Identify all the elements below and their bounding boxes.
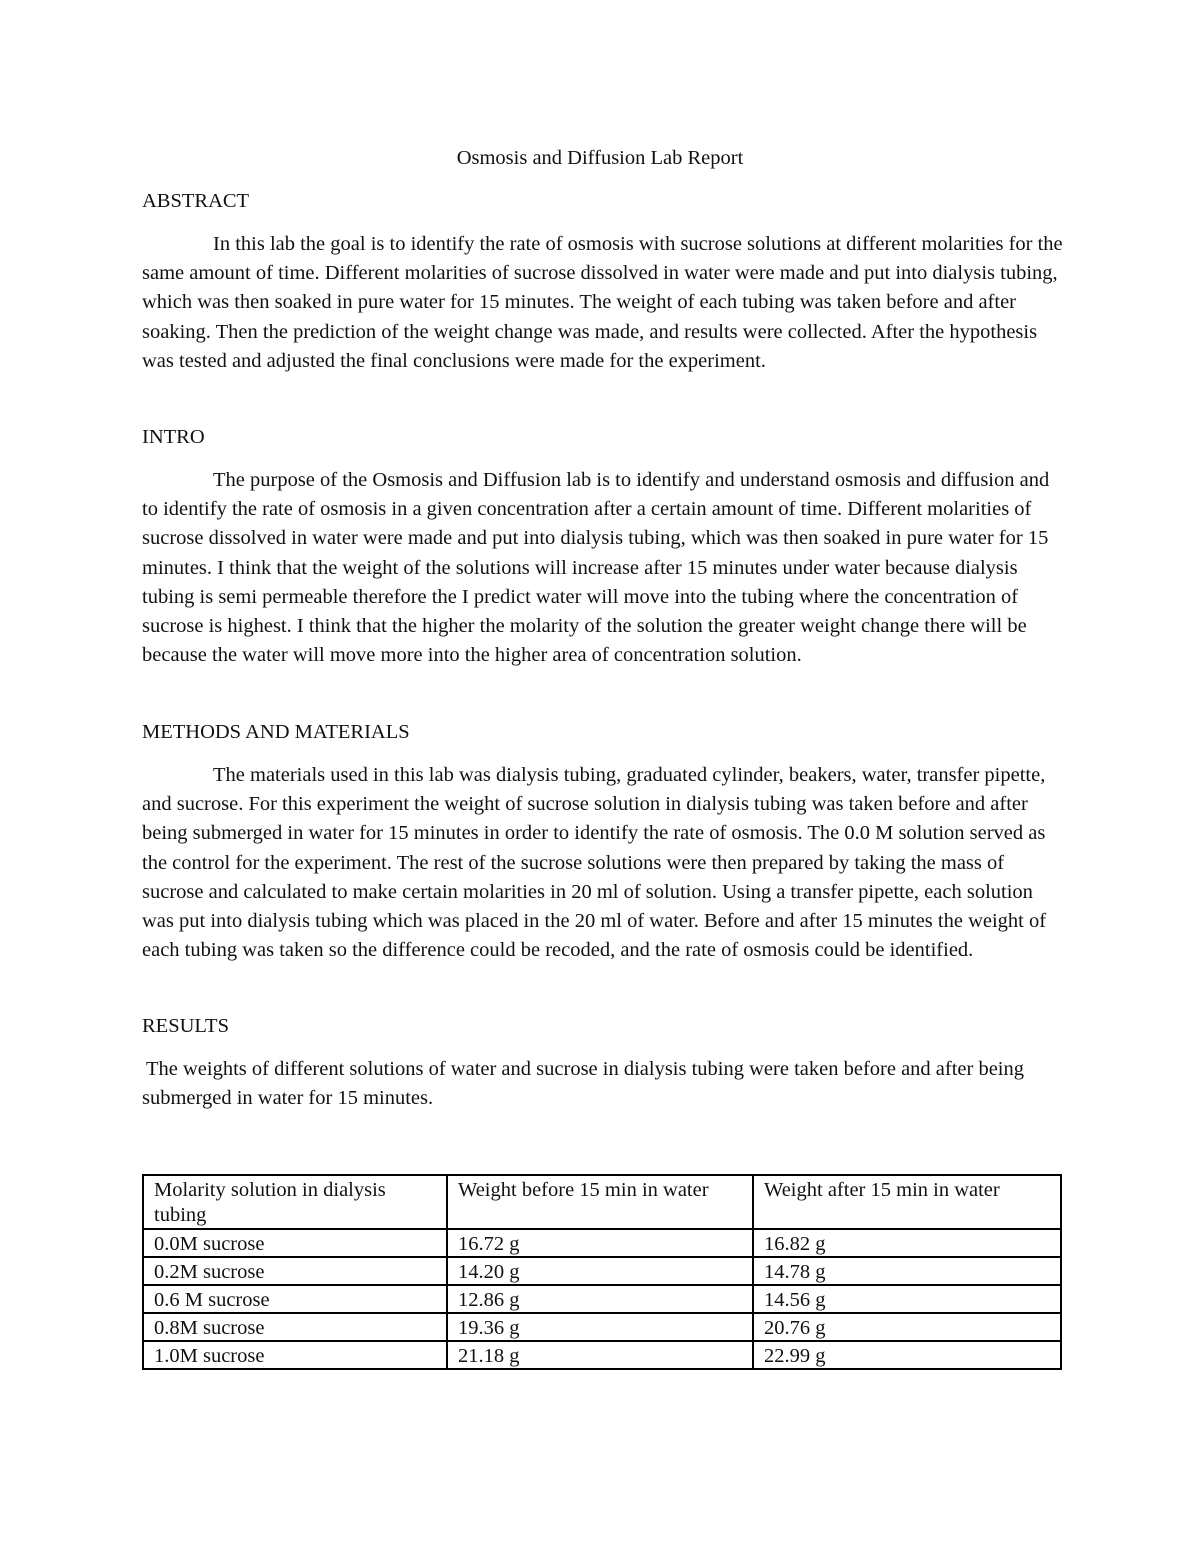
table-cell: 1.0M sucrose [143,1341,447,1369]
table-cell: 16.72 g [447,1229,753,1257]
results-heading: RESULTS [142,1015,229,1037]
table-header-row [143,1175,1061,1229]
intro-paragraph: The purpose of the Osmosis and Diffusion lab is to identify and understand osmosis and diffusion and to identify the rate of osmosis in a given concentration after a certain amount of time. Different molarities of sucrose dissolved in water were made and put into dialysis tubing, which was then soaked in pure water for 15 minutes. I think that the weight of the solutions will increase after 15 minutes under water because dialysis tubing is semi permeable therefore the I predict water will move into the tubing where the concentration of sucrose is highest. I think that the higher the molarity of the solution the greater weight change there will be because the water will move more into the higher area of concentration solution. [142,469,1050,667]
table-row [143,1257,1061,1285]
table-row [143,1341,1061,1369]
table-cell: 12.86 g [447,1285,753,1313]
header-cell-weight-before: Weight before 15 min in water [447,1175,753,1229]
table-cell: 14.78 g [753,1257,1061,1285]
table-cell: 21.18 g [447,1341,753,1369]
table-cell: 20.76 g [753,1313,1061,1341]
intro-heading: INTRO [142,426,205,448]
document-title: Osmosis and Diffusion Lab Report [456,147,744,169]
table-cell: 0.8M sucrose [143,1313,447,1341]
table-cell: 16.82 g [753,1229,1061,1257]
table-row [143,1285,1061,1313]
results-paragraph: The weights of different solutions of water and sucrose in dialysis tubing were taken before and after being submerged in water for 15 minutes. [142,1058,1025,1110]
table-cell: 22.99 g [753,1341,1061,1369]
table-cell: 0.6 M sucrose [143,1285,447,1313]
table-row [143,1229,1061,1257]
table-cell: 14.56 g [753,1285,1061,1313]
abstract-heading: ABSTRACT [142,190,250,212]
abstract-paragraph: In this lab the goal is to identify the rate of osmosis with sucrose solutions at different molarities for the same amount of time. Different molarities of sucrose dissolved in water were made and put into dialysis tubing, which was then soaked in pure water for 15 minutes. The weight of each tubing was taken before and after soaking. Then the prediction of the weight change was made, and results were collected. After the hypothesis was tested and adjusted the final conclusions were made for the experiment. [142,233,1063,372]
header-cell-molarity: Molarity solution in dialysis tubing [143,1175,447,1229]
methods-heading: METHODS AND MATERIALS [142,721,410,743]
header-cell-weight-after: Weight after 15 min in water [753,1175,1061,1229]
table-cell: 14.20 g [447,1257,753,1285]
methods-paragraph: The materials used in this lab was dialysis tubing, graduated cylinder, beakers, water, transfer pipette, and sucrose. For this experiment the weight of sucrose solution in dialysis tubing was taken before and after being submerged in water for 15 minutes in order to identify the rate of osmosis. The 0.0 M solution served as the control for the experiment. The rest of the sucrose solutions were then prepared by taking the mass of sucrose and calculated to make certain molarities in 20 ml of solution. Using a transfer pipette, each solution was put into dialysis tubing which was placed in the 20 ml of water. Before and after 15 minutes the weight of each tubing was taken so the difference could be recoded, and the rate of osmosis could be identified. [142,764,1047,962]
table-cell: 0.2M sucrose [143,1257,447,1285]
table-row [143,1313,1061,1341]
table-cell: 0.0M sucrose [143,1229,447,1257]
results-table [142,1174,1062,1370]
table-cell: 19.36 g [447,1313,753,1341]
